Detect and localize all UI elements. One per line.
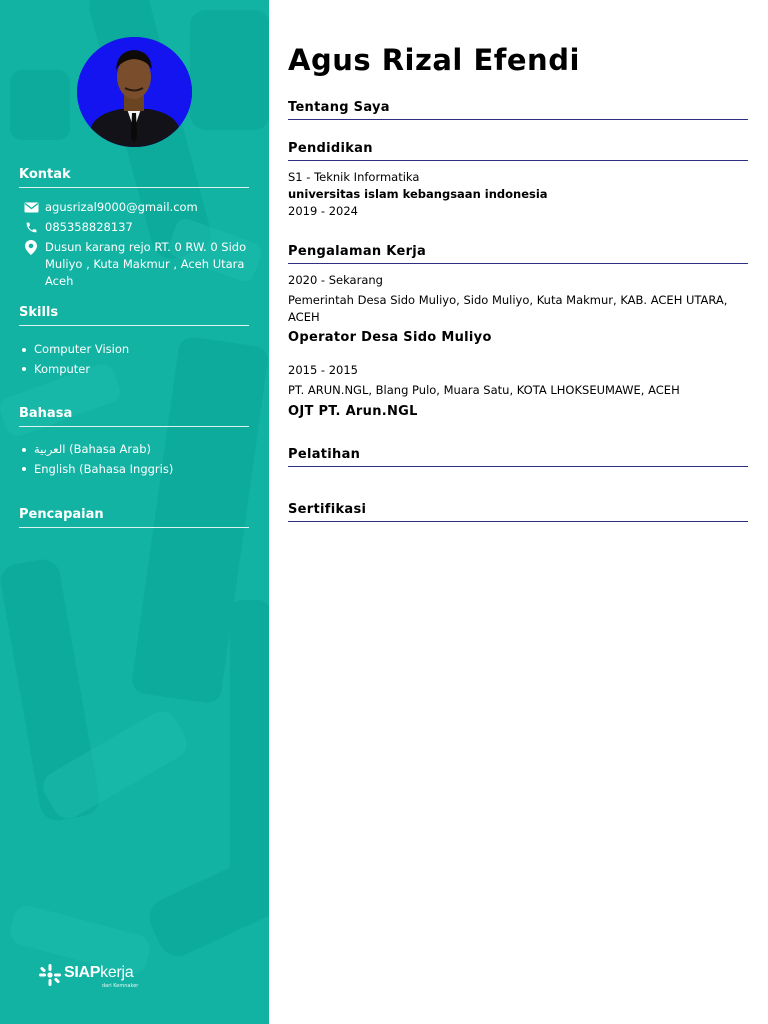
contact-heading: Kontak xyxy=(19,167,249,188)
sidebar xyxy=(0,0,269,1024)
languages-list xyxy=(22,440,252,479)
list-item xyxy=(22,440,252,460)
bullet-icon xyxy=(22,448,26,452)
certification-heading: Sertifikasi xyxy=(288,502,748,522)
contact-email-row[interactable] xyxy=(22,199,252,216)
experience-heading: Pengalaman Kerja xyxy=(288,244,748,264)
about-heading: Tentang Saya xyxy=(288,100,748,120)
phone-icon xyxy=(22,219,40,236)
list-item xyxy=(22,340,252,360)
contact-address-row xyxy=(22,239,252,290)
bullet-icon xyxy=(22,348,26,352)
achievements-heading: Pencapaian xyxy=(19,507,249,528)
training-heading: Pelatihan xyxy=(288,447,748,467)
bullet-icon xyxy=(22,367,26,371)
education-heading: Pendidikan xyxy=(288,141,748,161)
siapkerja-logo-text: SIAPkerja xyxy=(64,964,134,981)
person-name: Agus Rizal Efendi xyxy=(288,43,580,77)
skill-label: Komputer xyxy=(34,361,91,376)
experience-location: Pemerintah Desa Sido Muliyo, Sido Muliyo, Kuta Makmur, KAB. ACEH UTARA, ACEH xyxy=(288,293,728,324)
education-degree: S1 - Teknik Informatika xyxy=(288,170,420,184)
siapkerja-logo-icon xyxy=(38,963,62,987)
experience-period: 2020 - Sekarang xyxy=(288,273,383,287)
contact-phone[interactable]: 085358828137 xyxy=(45,220,133,234)
experience-period: 2015 - 2015 xyxy=(288,363,358,377)
contact-phone-row[interactable] xyxy=(22,219,252,236)
language-label: العربية (Bahasa Arab) xyxy=(34,442,151,456)
avatar xyxy=(77,37,192,147)
contact-address: Dusun karang rejo RT. 0 RW. 0 Sido Muliyo , Kuta Makmur , Aceh Utara Aceh xyxy=(45,240,247,288)
skill-label: Computer Vision xyxy=(34,342,130,356)
skills-list xyxy=(22,340,252,379)
languages-heading: Bahasa xyxy=(19,406,249,427)
mail-icon xyxy=(22,199,40,216)
list-item xyxy=(22,460,252,480)
experience-location: PT. ARUN.NGL, Blang Pulo, Muara Satu, KOTA LHOKSEUMAWE, ACEH xyxy=(288,383,680,397)
main-content xyxy=(288,0,748,1024)
skills-heading: Skills xyxy=(19,305,249,326)
contact-email[interactable]: agusrizal9000@gmail.com xyxy=(45,200,198,214)
location-pin-icon xyxy=(22,239,40,256)
profile-photo xyxy=(77,37,192,147)
experience-title: OJT PT. Arun.NGL xyxy=(288,404,418,419)
siapkerja-logo-sub: dari Kemnaker xyxy=(102,983,139,989)
education-years: 2019 - 2024 xyxy=(288,204,358,218)
list-item xyxy=(22,360,252,380)
bullet-icon xyxy=(22,467,26,471)
experience-title: Operator Desa Sido Muliyo xyxy=(288,330,492,345)
language-label: English (Bahasa Inggris) xyxy=(34,461,174,476)
siapkerja-logo xyxy=(38,962,148,992)
education-school: universitas islam kebangsaan indonesia xyxy=(288,187,548,201)
